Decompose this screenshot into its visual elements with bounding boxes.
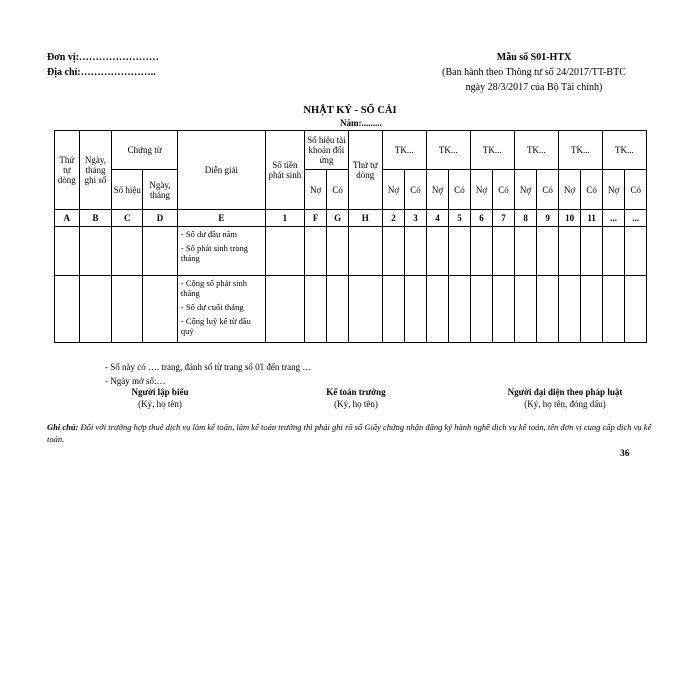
code-cell: C	[112, 210, 143, 227]
opened-note: - Ngày mở sổ:…	[105, 376, 166, 386]
header-credit: Có	[449, 170, 471, 210]
header-credit: Có	[537, 170, 559, 210]
header-order: Thứ tự dòng	[348, 131, 382, 210]
code-cell: D	[143, 210, 178, 227]
header-debit: Nợ	[470, 170, 493, 210]
signature-chief-accountant	[296, 386, 416, 410]
body-row-opening	[55, 227, 647, 276]
code-cell: ...	[625, 210, 647, 227]
signature-role: Kế toán trưởng	[326, 387, 386, 397]
code-cell: 5	[449, 210, 471, 227]
header-credit: Có	[493, 170, 515, 210]
header-row-no: Thứ tự dòng	[55, 131, 80, 210]
header-debit: Nợ	[382, 170, 405, 210]
description-opening	[177, 227, 265, 276]
code-cell: 1	[265, 210, 304, 227]
form-number: Mẫu số S01-HTX	[496, 52, 572, 63]
header-account-4: TK...	[514, 131, 558, 170]
page-title: NHẬT KÝ - SỔ CÁI	[303, 105, 397, 116]
signature-role: Người lập biểu	[131, 387, 189, 397]
code-cell: 6	[470, 210, 493, 227]
header-description: Diễn giải	[177, 131, 265, 210]
body-row-totals	[55, 276, 647, 343]
header-debit: Nợ	[558, 170, 581, 210]
header-credit: Có	[327, 170, 349, 210]
code-cell: 10	[558, 210, 581, 227]
footnote	[47, 421, 655, 445]
page-number: 36	[620, 449, 630, 459]
code-cell: 3	[405, 210, 427, 227]
signature-role: Người đại diện theo pháp luật	[507, 387, 623, 397]
description-totals	[177, 276, 265, 343]
ledger-notes	[105, 360, 311, 388]
header-credit: Có	[625, 170, 647, 210]
header-debit: Nợ	[426, 170, 449, 210]
header-account-5: TK...	[558, 131, 602, 170]
header-voucher-no: Số hiệu	[112, 170, 143, 210]
header-account-6: TK...	[602, 131, 646, 170]
code-cell: B	[79, 210, 112, 227]
code-cell: G	[327, 210, 349, 227]
header-credit: Có	[581, 170, 603, 210]
header-account-3: TK...	[470, 131, 514, 170]
ledger-table	[54, 130, 647, 343]
code-cell: 11	[581, 210, 603, 227]
code-cell: 2	[382, 210, 405, 227]
code-cell: 4	[426, 210, 449, 227]
header-account-1: TK...	[382, 131, 426, 170]
desc-line: - Cộng số phát sinh tháng	[180, 278, 248, 298]
header-debit: Nợ	[602, 170, 625, 210]
signature-hint: (Ký, họ tên, đóng dấu)	[524, 399, 606, 409]
signature-hint: (Ký, họ tên)	[334, 399, 378, 409]
unit-info	[47, 50, 159, 80]
header-debit: Nợ	[514, 170, 537, 210]
issued-by: (Ban hành theo Thông tư số 24/2017/TT-BTC	[442, 67, 626, 78]
header-voucher: Chứng từ	[112, 131, 178, 170]
code-cell: E	[177, 210, 265, 227]
header-voucher-date: Ngày, tháng	[143, 170, 178, 210]
code-cell: 7	[493, 210, 515, 227]
desc-line: - Số dư cuối tháng	[180, 302, 244, 312]
address-line: Địa chỉ:…………………..	[47, 67, 156, 78]
code-cell: H	[348, 210, 382, 227]
code-cell: F	[304, 210, 327, 227]
header-credit: Có	[405, 170, 427, 210]
code-cell: 9	[537, 210, 559, 227]
code-cell: 8	[514, 210, 537, 227]
desc-line: - Số phát sinh trong tháng	[180, 243, 248, 263]
header-debit: Nợ	[304, 170, 327, 210]
signature-preparer	[100, 386, 220, 410]
desc-line: - Cộng luỹ kế từ đầu quý	[180, 316, 251, 336]
code-row	[55, 210, 647, 227]
footnote-text: Đối với trường hợp thuê dịch vụ làm kế toán, làm kế toán trưởng thì phải ghi rõ số Giấy chứng nhận đăng ký hành nghề dịch vụ kế toán, tên đơn vị cung cấp dịch vụ kế toán.	[47, 422, 652, 444]
unit-line: Đơn vị:……………………	[47, 52, 159, 63]
header-account-2: TK...	[426, 131, 470, 170]
code-cell: ...	[602, 210, 625, 227]
issued-date: ngày 28/3/2017 của Bộ Tài chính)	[465, 82, 603, 93]
signature-legal-representative	[470, 386, 660, 410]
desc-line: - Số dư đầu năm	[180, 229, 237, 239]
header-amount: Số tiền phát sinh	[265, 131, 304, 210]
pages-note: - Sổ này có …. trang, đánh số từ trang số 01 đến trang …	[105, 362, 312, 372]
form-info	[410, 50, 658, 95]
year-line: Năm:.........	[340, 118, 382, 128]
code-cell: A	[55, 210, 80, 227]
header-record-date: Ngày, tháng ghi sổ	[79, 131, 112, 210]
footnote-label: Ghi chú:	[47, 422, 79, 432]
signature-hint: (Ký, họ tên)	[138, 399, 182, 409]
header-account-pair: Số hiệu tài khoản đối ứng	[304, 131, 348, 170]
